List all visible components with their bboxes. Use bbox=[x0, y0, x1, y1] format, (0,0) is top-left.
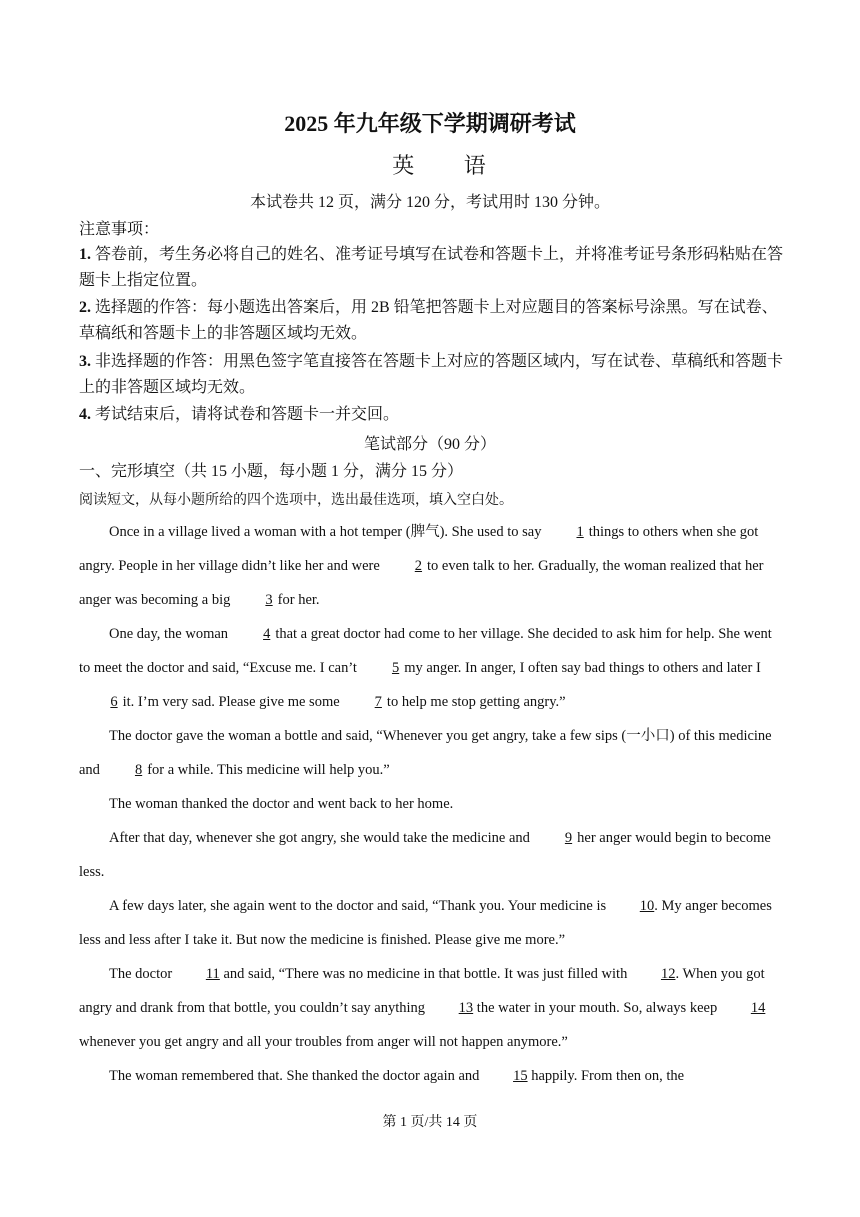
note-item: 3. 非选择题的作答：用黑色签字笔直接答在答题卡上对应的答题区域内，写在试卷、草稿纸和答题卡上的非答题区域均无效。 bbox=[79, 353, 784, 396]
note-item: 2. 选择题的作答：每小题选出答案后，用 2B 铅笔把答题卡上对应题目的答案标号涂黑。写在试卷、草稿纸和答题卡上的非答题区域均无效。 bbox=[79, 299, 778, 342]
passage-paragraph: One day, the woman 4 that a great doctor had come to her village. She decided to ask him for help. She went to meet the doctor and said, “Excuse me. I can’t 5 my anger. In anger, I often say bad things to others and later I 6 it. I’m very sad. Please give me some 7 to help me stop getting angry.” bbox=[79, 617, 779, 719]
passage-paragraph: A few days later, she again went to the doctor and said, “Thank you. Your medicine is 10. My anger becomes less and less after I take it. But now the medicine is finished. Please give me more.” bbox=[79, 889, 779, 957]
section-title: 笔试部分（90 分） bbox=[363, 436, 496, 453]
passage-paragraph: After that day, whenever she got angry, she would take the medicine and 9 her anger would begin to become less. bbox=[79, 821, 779, 889]
cloze-passage bbox=[79, 515, 779, 1093]
notes-heading: 注意事项： bbox=[79, 221, 160, 238]
blank: 15 bbox=[513, 1068, 528, 1084]
blank: 11 bbox=[205, 966, 220, 982]
blank: 10 bbox=[639, 898, 655, 914]
page-footer: 第 1 页/共 14 页 bbox=[382, 1115, 478, 1130]
directions: 阅读短文，从每小题所给的四个选项中，选出最佳选项，填入空白处。 bbox=[79, 493, 513, 508]
passage-paragraph: The woman thanked the doctor and went back to her home. bbox=[109, 796, 454, 812]
blank: 9 bbox=[564, 830, 573, 846]
note-item: 1. 答卷前，考生务必将自己的姓名、准考证号填写在试卷和答题卡上，并将准考证号条形码粘贴在答题卡上指定位置。 bbox=[79, 246, 784, 289]
blank: 8 bbox=[134, 762, 143, 778]
blank: 5 bbox=[391, 660, 400, 676]
passage-paragraph: Once in a village lived a woman with a hot temper (脾气). She used to say 1 things to others when she got angry. People in her village didn’t like her and were 2 to even talk to her. Gradually, the woman realized that her anger was becoming a big 3 for her. bbox=[79, 515, 779, 617]
part-title: 一、完形填空（共 15 小题，每小题 1 分，满分 15 分） bbox=[79, 463, 464, 480]
blank: 12 bbox=[660, 966, 676, 982]
blank: 6 bbox=[110, 694, 118, 710]
passage-paragraph: The doctor 11 and said, “There was no medicine in that bottle. It was just filled with 12. When you got angry and drank from that bottle, you couldn’t say anything 13 the water in your mouth. So, always keep 14 whenever you get angry and all your troubles from anger will not happen anymore.” bbox=[79, 957, 779, 1059]
subject-title: 英 语 bbox=[392, 153, 508, 178]
blank: 2 bbox=[414, 558, 423, 574]
exam-info: 本试卷共 12 页，满分 120 分，考试用时 130 分钟。 bbox=[249, 194, 610, 211]
blank: 3 bbox=[265, 592, 273, 608]
passage-paragraph: The woman remembered that. She thanked the doctor again and 15 happily. From then on, the bbox=[79, 1059, 779, 1093]
exam-title: 2025 年九年级下学期调研考试 bbox=[284, 111, 576, 136]
passage-paragraph: The doctor gave the woman a bottle and said, “Whenever you get angry, take a few sips (一小口) of this medicine and 8 for a while. This medicine will help you.” bbox=[79, 719, 779, 787]
note-item: 4. 考试结束后，请将试卷和答题卡一并交回。 bbox=[79, 406, 400, 423]
blank: 14 bbox=[750, 1000, 766, 1016]
blank: 13 bbox=[458, 1000, 474, 1016]
blank: 7 bbox=[374, 694, 382, 710]
blank: 4 bbox=[263, 626, 271, 642]
blank: 1 bbox=[576, 524, 584, 540]
